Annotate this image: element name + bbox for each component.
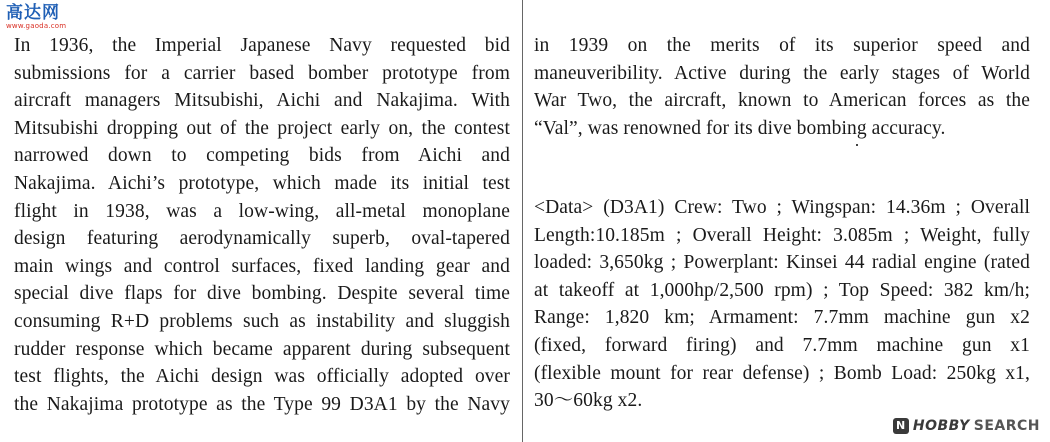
text-line: design featuring aerodynamically superb, oval-tapered: [14, 228, 510, 250]
text-line: special dive flaps for dive bombing. Despite several time: [14, 283, 510, 305]
spec-data-text: [534, 194, 1030, 415]
text-line: at takeoff at 1,000hp/2,500 rpm) ; Top Speed: 382 km/h;: [534, 279, 1030, 301]
text-line: consuming R+D problems such as instability and sluggish: [14, 310, 510, 332]
column-divider: [522, 0, 523, 442]
text-line: test flights, the Aichi design was officially adopted over: [14, 366, 510, 388]
text-line: the Nakajima prototype as the Type 99 D3A1 by the Navy: [14, 393, 510, 415]
text-line: main wings and control surfaces, fixed landing gear and: [14, 255, 510, 277]
text-line: Length:10.185m ; Overall Height: 3.085m ; Weight, fully: [534, 224, 1030, 246]
site-logo-name: 高达网: [6, 3, 60, 23]
text-line: narrowed down to competing bids from Aichi and: [14, 145, 510, 167]
hobbysearch-watermark: [893, 416, 1040, 436]
watermark-search: SEARCH: [973, 418, 1040, 434]
hobbysearch-badge-icon: N: [893, 418, 909, 434]
text-line: (fixed, forward firing) and 7.7mm machine gun x1: [534, 334, 1030, 356]
text-line: in 1939 on the merits of its superior speed and: [534, 35, 1030, 56]
text-line: Nakajima. Aichi’s prototype, which made its initial test: [14, 172, 510, 194]
text-line: flight in 1938, was a low-wing, all-metal monoplane: [14, 200, 510, 222]
watermark-brand: HOBBY: [912, 418, 970, 434]
text-line: <Data> (D3A1) Crew: Two ; Wingspan: 14.36m ; Overall: [534, 197, 1030, 218]
history-text-right: [534, 32, 1030, 142]
text-line: War Two, the aircraft, known to American forces as the: [534, 90, 1030, 112]
text-line: Range: 1,820 km; Armament: 7.7mm machine gun x2: [534, 307, 1030, 329]
text-line: aircraft managers Mitsubishi, Aichi and Nakajima. With: [14, 90, 510, 112]
print-speck: [856, 144, 858, 146]
text-line: submissions for a carrier based bomber prototype from: [14, 62, 510, 84]
text-line: 30〜60kg x2.: [534, 390, 643, 412]
history-text-left: [14, 32, 510, 418]
text-line: “Val”, was renowned for its dive bombing accuracy.: [534, 117, 946, 139]
text-line: In 1936, the Imperial Japanese Navy requested bid: [14, 35, 510, 56]
text-line: Mitsubishi dropping out of the project early on, the contest: [14, 117, 510, 139]
text-line: loaded: 3,650kg ; Powerplant: Kinsei 44 radial engine (rated: [534, 252, 1030, 274]
text-line: (flexible mount for rear defense) ; Bomb Load: 250kg x1,: [534, 362, 1030, 384]
site-logo-url: www.gaoda.com: [6, 22, 67, 30]
site-logo: [6, 4, 70, 34]
text-line: maneuveribility. Active during the early stages of World: [534, 62, 1030, 84]
text-line: rudder response which became apparent during subsequent: [14, 338, 510, 360]
